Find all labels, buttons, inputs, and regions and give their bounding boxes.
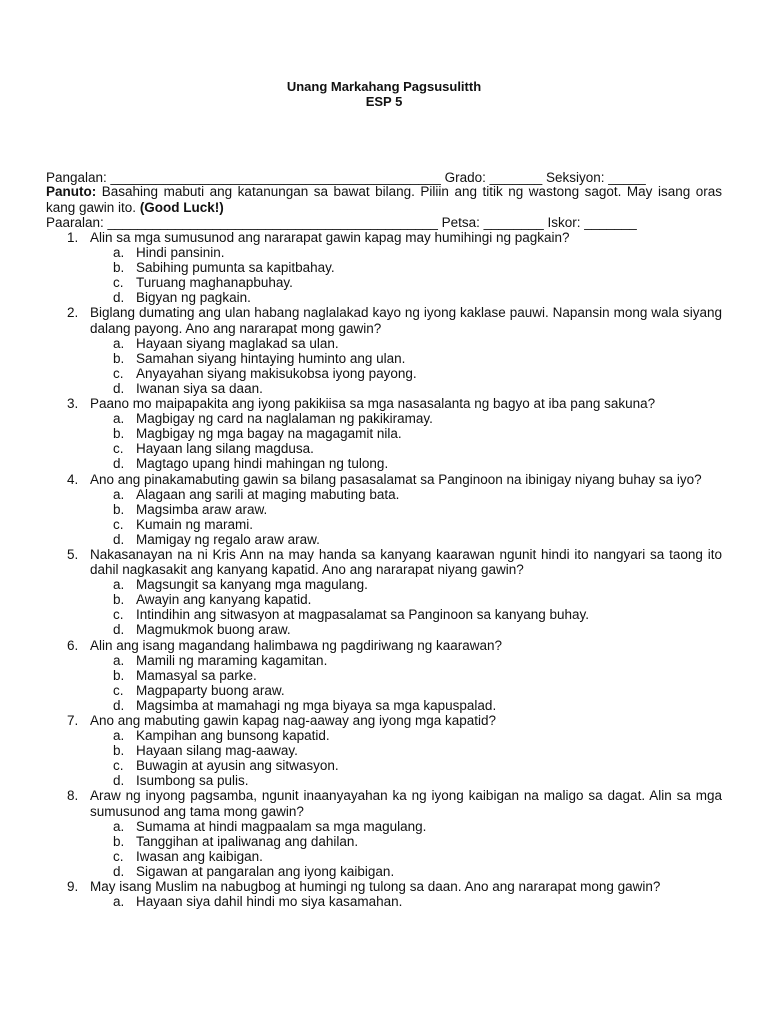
- answer-option: [46, 607, 722, 622]
- answer-option: [46, 834, 722, 849]
- option-letter: a.: [113, 728, 125, 744]
- option-text: Alagaan ang sarili at maging mabuting bata.: [136, 486, 400, 502]
- answer-option: [46, 592, 722, 607]
- option-text: Hindi pansinin.: [136, 245, 225, 261]
- question-item: [46, 638, 722, 653]
- answer-option: [46, 517, 722, 532]
- option-text: Iwasan ang kaibigan.: [136, 848, 263, 864]
- answer-option: [46, 290, 722, 305]
- option-letter: a.: [113, 335, 125, 351]
- question-number: 6.: [67, 637, 79, 653]
- option-letter: a.: [113, 486, 125, 502]
- option-text: Hayaan lang silang magdusa.: [136, 441, 314, 457]
- question-item: [46, 713, 722, 728]
- option-letter: d.: [113, 863, 125, 879]
- option-letter: b.: [113, 260, 125, 276]
- option-text: Magsungit sa kanyang mga magulang.: [136, 577, 368, 593]
- exam-title: Unang Markahang Pagsusulitth: [286, 79, 482, 94]
- option-text: Magbigay ng card na naglalaman ng pakikiramay.: [136, 411, 433, 427]
- answer-option: [46, 275, 722, 290]
- option-letter: a.: [113, 577, 125, 593]
- option-text: Sabihing pumunta sa kapitbahay.: [136, 260, 335, 276]
- answer-option: [46, 849, 722, 864]
- option-letter: c.: [113, 516, 124, 532]
- option-text: Hayaan siya dahil hindi mo siya kasamahan.: [136, 894, 403, 910]
- question-item: [46, 788, 722, 818]
- answer-option: [46, 773, 722, 788]
- option-letter: c.: [113, 275, 124, 291]
- answer-option: [46, 336, 722, 351]
- option-text: Isumbong sa pulis.: [136, 773, 249, 789]
- option-letter: a.: [113, 894, 125, 910]
- option-text: Turuang maghanapbuhay.: [136, 275, 293, 291]
- question-text: Alin sa mga sumusunod ang nararapat gawin kapag may humihingi ng pagkain?: [90, 230, 570, 245]
- option-text: Magpaparty buong araw.: [136, 682, 285, 698]
- option-letter: a.: [113, 818, 125, 834]
- option-letter: a.: [113, 411, 125, 427]
- option-text: Mamasyal sa parke.: [136, 667, 257, 683]
- option-letter: d.: [113, 380, 125, 396]
- question-item: [46, 879, 722, 894]
- answer-option: [46, 668, 722, 683]
- question-list: [46, 230, 722, 909]
- option-letter: d.: [113, 456, 125, 472]
- option-text: Magsimba araw araw.: [136, 501, 268, 517]
- option-text: Mamili ng maraming kagamitan.: [136, 652, 328, 668]
- option-text: Hayaan siyang maglakad sa ulan.: [136, 335, 339, 351]
- option-letter: c.: [113, 607, 124, 623]
- answer-option: [46, 426, 722, 441]
- answer-option: [46, 260, 722, 275]
- option-text: Kampihan ang bunsong kapatid.: [136, 728, 330, 744]
- question-item: [46, 230, 722, 245]
- instructions: [46, 184, 722, 216]
- option-letter: d.: [113, 622, 125, 638]
- answer-option: [46, 728, 722, 743]
- option-letter: b.: [113, 667, 125, 683]
- option-letter: c.: [113, 682, 124, 698]
- option-letter: b.: [113, 833, 125, 849]
- question-text: Ano ang pinakamabuting gawin sa bilang pasasalamat sa Panginoon na ibinigay niyang buhay sa iyo?: [90, 471, 702, 487]
- option-text: Kumain ng marami.: [136, 516, 254, 532]
- option-text: Awayin ang kanyang kapatid.: [136, 592, 312, 608]
- exam-header: [0, 79, 768, 109]
- option-text: Iwanan siya sa daan.: [136, 380, 263, 396]
- option-letter: a.: [113, 245, 125, 261]
- answer-option: [46, 577, 722, 592]
- option-letter: b.: [113, 592, 125, 608]
- answer-option: [46, 441, 722, 456]
- question-text: Nakasanayan na ni Kris Ann na may handa sa kanyang kaarawan ngunit hindi ito nangyari sa taong ito dahil nagkasakit ang kanyang kapatid. Ano ang nararapat niyang gawin?: [90, 546, 722, 578]
- answer-option: [46, 653, 722, 668]
- question-item: [46, 396, 722, 411]
- option-text: Mamigay ng regalo araw araw.: [136, 531, 320, 547]
- option-text: Magbigay ng mga bagay na magagamit nila.: [136, 426, 402, 442]
- question-text: Alin ang isang magandang halimbawa ng pagdiriwang ng kaarawan?: [90, 637, 503, 653]
- question-item: [46, 472, 722, 487]
- answer-option: [46, 411, 722, 426]
- question-item: [46, 547, 722, 577]
- option-letter: c.: [113, 441, 124, 457]
- answer-option: [46, 351, 722, 366]
- answer-option: [46, 381, 722, 396]
- question-number: 5.: [67, 546, 79, 562]
- option-text: Buwagin at ayusin ang sitwasyon.: [136, 758, 339, 774]
- answer-option: [46, 532, 722, 547]
- option-letter: b.: [113, 743, 125, 759]
- option-letter: b.: [113, 350, 125, 366]
- option-text: Tanggihan at ipaliwanag ang dahilan.: [136, 833, 359, 849]
- option-text: Sumama at hindi magpaalam sa mga magulang.: [136, 818, 427, 834]
- question-text: Biglang dumating ang ulan habang naglalakad kayo ng iyong kaklase pauwi. Napansin mong wala siyang dalang payong. Ano ang nararapat mong gawin?: [90, 305, 722, 336]
- option-text: Bigyan ng pagkain.: [136, 290, 251, 306]
- option-text: Sigawan at pangaralan ang iyong kaibigan.: [136, 863, 395, 879]
- option-text: Intindihin ang sitwasyon at magpasalamat sa Panginoon sa kanyang buhay.: [136, 607, 590, 623]
- option-text: Anyayahan siyang makisukobsa iyong payong.: [136, 365, 417, 381]
- option-letter: c.: [113, 758, 124, 774]
- exam-subject: ESP 5: [365, 94, 403, 109]
- question-text: Ano ang mabuting gawin kapag nag-aaway ang iyong mga kapatid?: [90, 713, 497, 728]
- answer-option: [46, 894, 722, 909]
- answer-option: [46, 487, 722, 502]
- instructions-closing: (Good Luck!): [139, 200, 224, 215]
- answer-option: [46, 864, 722, 879]
- answer-option: [46, 819, 722, 834]
- answer-option: [46, 622, 722, 637]
- option-text: Samahan siyang hintaying huminto ang ulan.: [136, 350, 406, 366]
- option-text: Magsimba at mamahagi ng mga biyaya sa mga kapuspalad.: [136, 697, 497, 713]
- option-letter: b.: [113, 426, 125, 442]
- question-number: 9.: [67, 879, 79, 895]
- question-number: 1.: [67, 230, 79, 245]
- question-number: 2.: [67, 305, 79, 321]
- option-letter: d.: [113, 773, 125, 789]
- answer-option: [46, 743, 722, 758]
- question-number: 4.: [67, 471, 79, 487]
- answer-option: [46, 366, 722, 381]
- option-letter: b.: [113, 501, 125, 517]
- question-number: 8.: [67, 788, 79, 804]
- option-letter: c.: [113, 848, 124, 864]
- option-letter: d.: [113, 531, 125, 547]
- option-letter: c.: [113, 365, 124, 381]
- answer-option: [46, 456, 722, 471]
- question-item: [46, 305, 722, 335]
- school-date-score-line: Paaralan: ____________________________________________ Petsa: ________ Iskor: _______: [46, 215, 637, 230]
- option-letter: d.: [113, 290, 125, 306]
- question-number: 7.: [67, 713, 79, 728]
- question-text: Paano mo maipapakita ang iyong pakikiisa sa mga nasasalanta ng bagyo at iba pang sakuna?: [90, 396, 656, 412]
- question-text: Araw ng inyong pagsamba, ngunit inaanyayahan ka ng iyong kaibigan na maligo sa dagat. Alin sa mga sumusunod ang tama mong gawin?: [90, 788, 722, 819]
- name-grade-section-line: Pangalan: ____________________________________________ Grado: _______ Seksiyon: _____: [46, 170, 646, 185]
- instructions-text: Basahing mabuti ang katanungan sa bawat bilang. Piliin ang titik ng wastong sagot. May isang oras kang gawin ito.: [46, 184, 722, 215]
- question-text: May isang Muslim na nabugbog at humingi ng tulong sa daan. Ano ang nararapat mong gawin?: [90, 879, 661, 895]
- question-number: 3.: [67, 396, 79, 412]
- option-letter: d.: [113, 697, 125, 713]
- instructions-label: Panuto:: [46, 184, 97, 199]
- option-letter: a.: [113, 652, 125, 668]
- answer-option: [46, 758, 722, 773]
- answer-option: [46, 502, 722, 517]
- answer-option: [46, 683, 722, 698]
- answer-option: [46, 698, 722, 713]
- option-text: Magmukmok buong araw.: [136, 622, 291, 638]
- option-text: Magtago upang hindi mahingan ng tulong.: [136, 456, 389, 472]
- option-text: Hayaan silang mag-aaway.: [136, 743, 298, 759]
- answer-option: [46, 245, 722, 260]
